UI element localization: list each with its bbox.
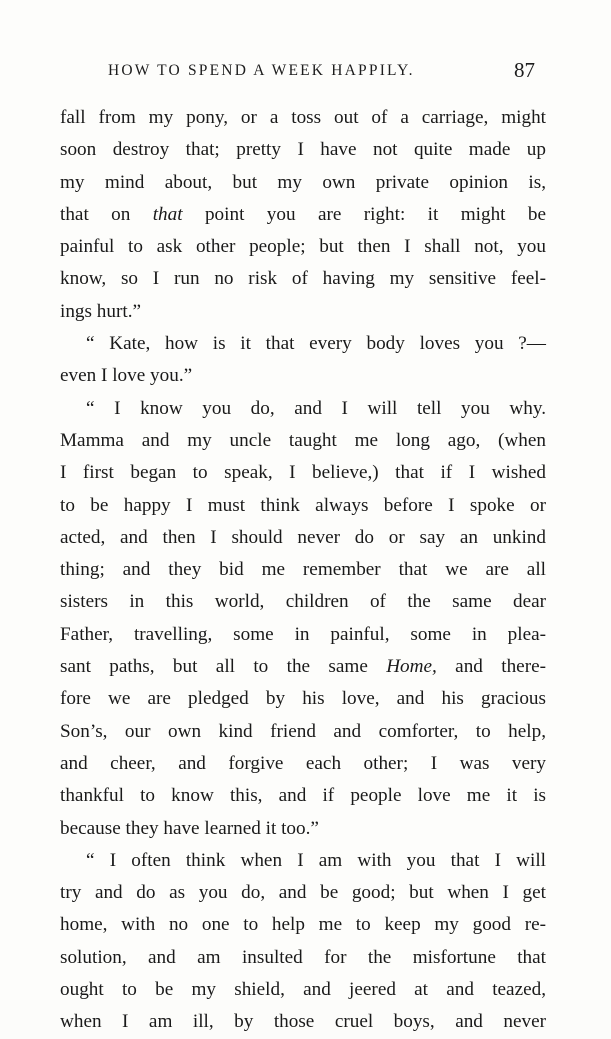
text-line: sisters in this world, children of the same dear: [60, 591, 546, 613]
text-line: fore we are pledged by his love, and his gracious: [60, 688, 546, 710]
text-line: and cheer, and forgive each other; I was very: [60, 752, 546, 774]
text-line: sant paths, but all to the same Home, and there-: [60, 656, 546, 678]
text-line: Mamma and my uncle taught me long ago, (when: [60, 429, 546, 451]
page-header: [0, 58, 611, 88]
text-line: soon destroy that; pretty I have not quite made up: [60, 139, 546, 161]
text-line: home, with no one to help me to keep my good re-: [60, 914, 546, 936]
running-title: HOW TO SPEND A WEEK HAPPILY.: [108, 62, 415, 79]
text-line: ought to be my shield, and jeered at and teazed,: [60, 979, 546, 1001]
text-line: Father, travelling, some in painful, some in plea-: [60, 623, 546, 645]
page-body-text: [60, 102, 546, 1039]
text-line: even I love you.”: [60, 365, 193, 387]
text-line: my mind about, but my own private opinion is,: [60, 171, 546, 193]
text-line: thing; and they bid me remember that we are all: [60, 559, 546, 581]
text-line: try and do as you do, and be good; but when I get: [60, 882, 546, 904]
text-line: know, so I run no risk of having my sensitive feel-: [60, 268, 546, 290]
text-line: thankful to know this, and if people love me it is: [60, 785, 546, 807]
text-line: ings hurt.”: [60, 300, 142, 322]
text-line: acted, and then I should never do or say an unkind: [60, 526, 546, 548]
text-line: to be happy I must think always before I spoke or: [60, 494, 546, 516]
text-line: painful to ask other people; but then I shall not, you: [60, 236, 546, 258]
text-line: when I am ill, by those cruel boys, and never: [60, 1011, 546, 1033]
text-line: I first began to speak, I believe,) that if I wished: [60, 462, 546, 484]
emphasis: Home,: [386, 656, 437, 678]
emphasis: that: [152, 203, 183, 225]
text-line: fall from my pony, or a toss out of a carriage, might: [60, 107, 546, 128]
page-number: 87: [514, 58, 535, 82]
text-line: “ I know you do, and I will tell you why.: [86, 397, 546, 419]
text-line: that on that point you are right: it might be: [60, 203, 546, 225]
text-line: Son’s, our own kind friend and comforter, to help,: [60, 720, 546, 742]
text-line: “ I often think when I am with you that I will: [86, 849, 546, 871]
text-line: because they have learned it too.”: [60, 817, 319, 839]
text-line: “ Kate, how is it that every body loves you ?—: [86, 333, 546, 355]
text-line: solution, and am insulted for the misfortune that: [60, 946, 546, 968]
